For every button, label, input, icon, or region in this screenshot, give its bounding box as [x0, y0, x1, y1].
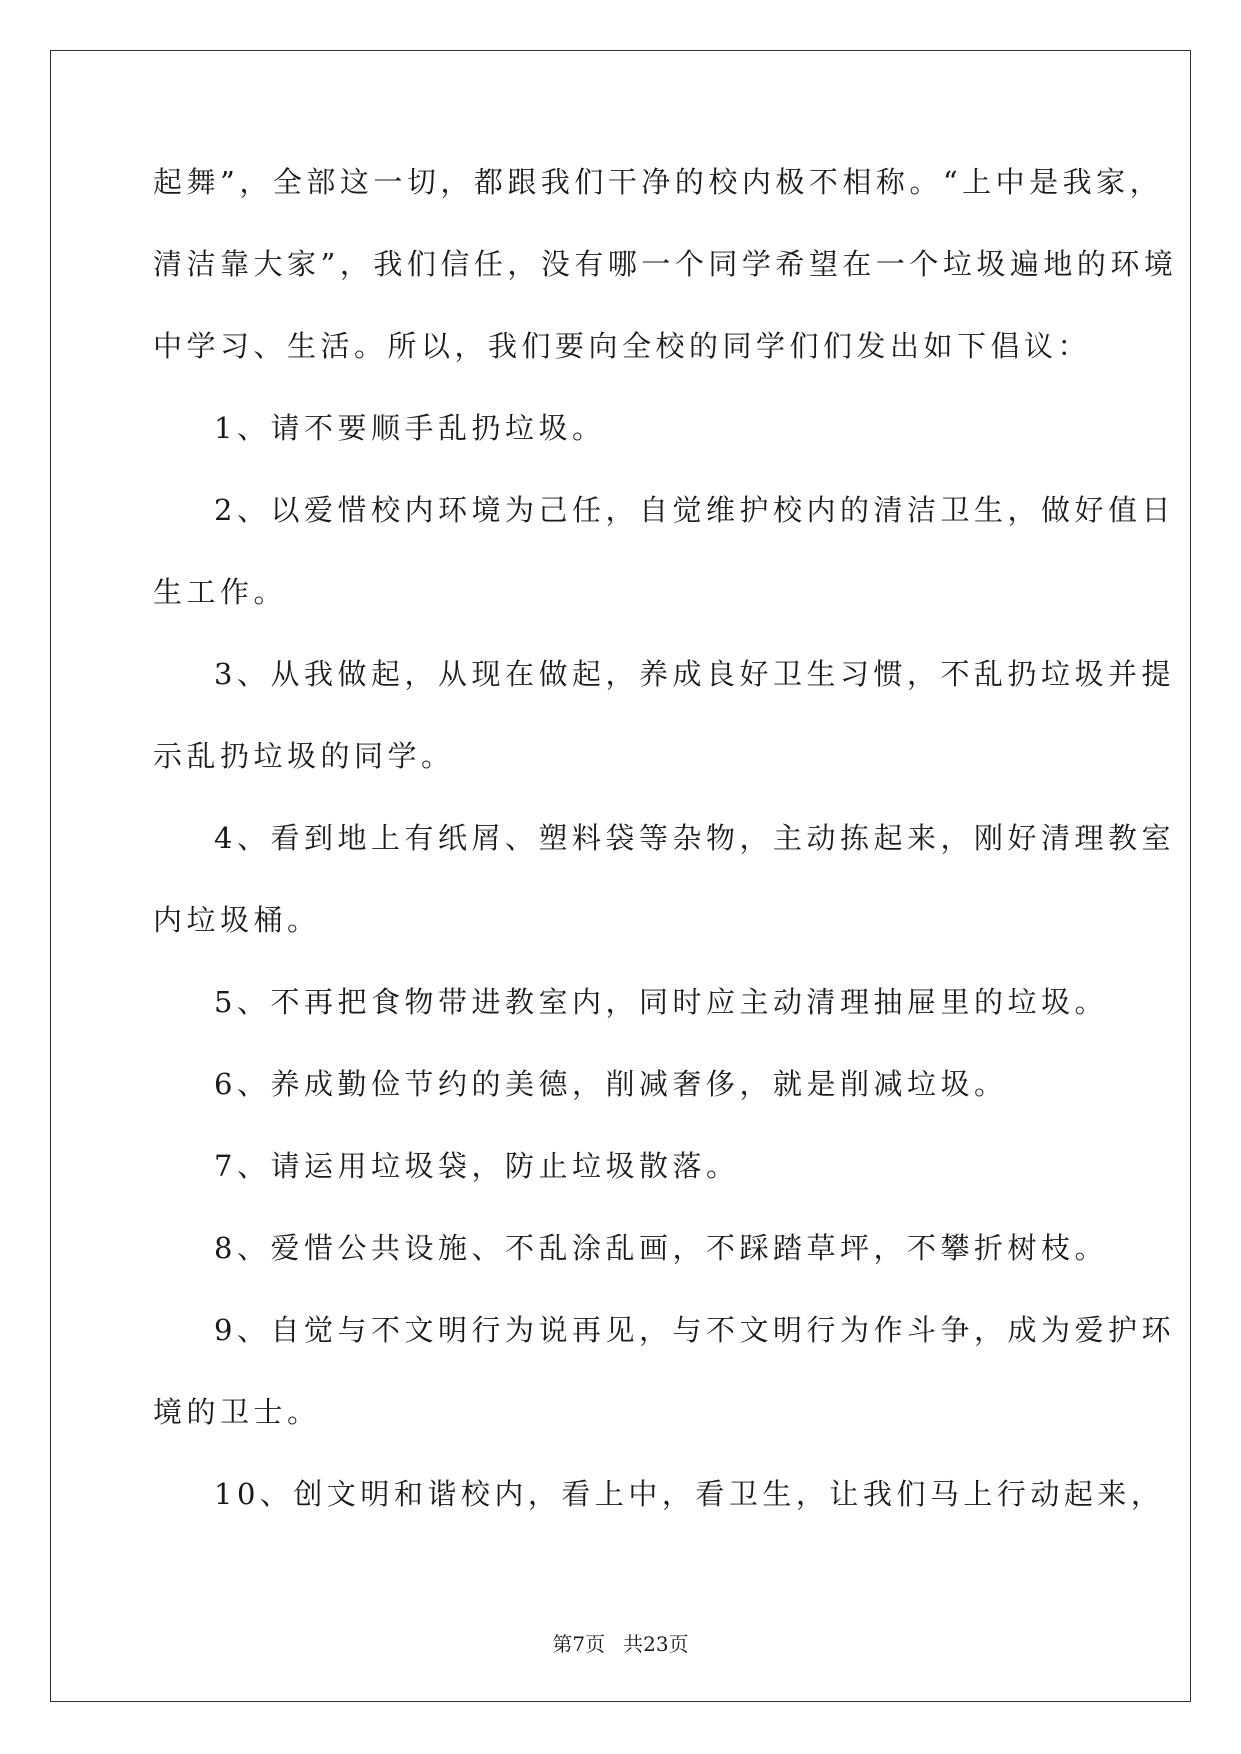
- list-item-3: 3、从我做起，从现在做起，养成良好卫生习惯，不乱扔垃圾并提: [214, 657, 1175, 691]
- list-item-8: 8、爱惜公共设施、不乱涂乱画，不踩踏草坪，不攀折树枝。: [214, 1231, 1108, 1265]
- page-footer: [0, 1632, 1241, 1656]
- document-body: [153, 162, 1178, 1556]
- page-number-current: 第7页: [552, 1632, 606, 1656]
- list-item-3-cont: 示乱扔垃圾的同学。: [153, 739, 455, 773]
- list-item-4: 4、看到地上有纸屑、塑料袋等杂物，主动拣起来，刚好清理教室: [214, 821, 1175, 855]
- list-item-6: 6、养成勤俭节约的美德，削减奢侈，就是削减垃圾。: [214, 1067, 1008, 1101]
- list-item-5: 5、不再把食物带进教室内，同时应主动清理抽屉里的垃圾。: [214, 985, 1108, 1019]
- list-item-1: 1、请不要顺手乱扔垃圾。: [214, 411, 606, 445]
- body-line-3: 中学习、生活。所以，我们要向全校的同学们们发出如下倡议：: [153, 329, 1092, 363]
- list-item-4-cont: 内垃圾桶。: [153, 903, 321, 937]
- list-item-2: 2、以爱惜校内环境为己任，自觉维护校内的清洁卫生，做好值日: [214, 493, 1175, 527]
- body-line-1: 起舞”，全部这一切，都跟我们干净的校内极不相称。“上中是我家，: [153, 165, 1164, 199]
- list-item-10: 10、创文明和谐校内，看上中，看卫生，让我们马上行动起来，: [214, 1477, 1165, 1511]
- list-item-9: 9、自觉与不文明行为说再见，与不文明行为作斗争，成为爱护环: [214, 1313, 1175, 1347]
- list-item-2-cont: 生工作。: [153, 575, 288, 609]
- list-item-9-cont: 境的卫士。: [153, 1395, 321, 1429]
- page-number-total: 共23页: [623, 1632, 689, 1656]
- list-item-7: 7、请运用垃圾袋，防止垃圾散落。: [214, 1149, 740, 1183]
- body-line-2: 清洁靠大家”，我们信任，没有哪一个同学希望在一个垃圾遍地的环境: [153, 247, 1178, 281]
